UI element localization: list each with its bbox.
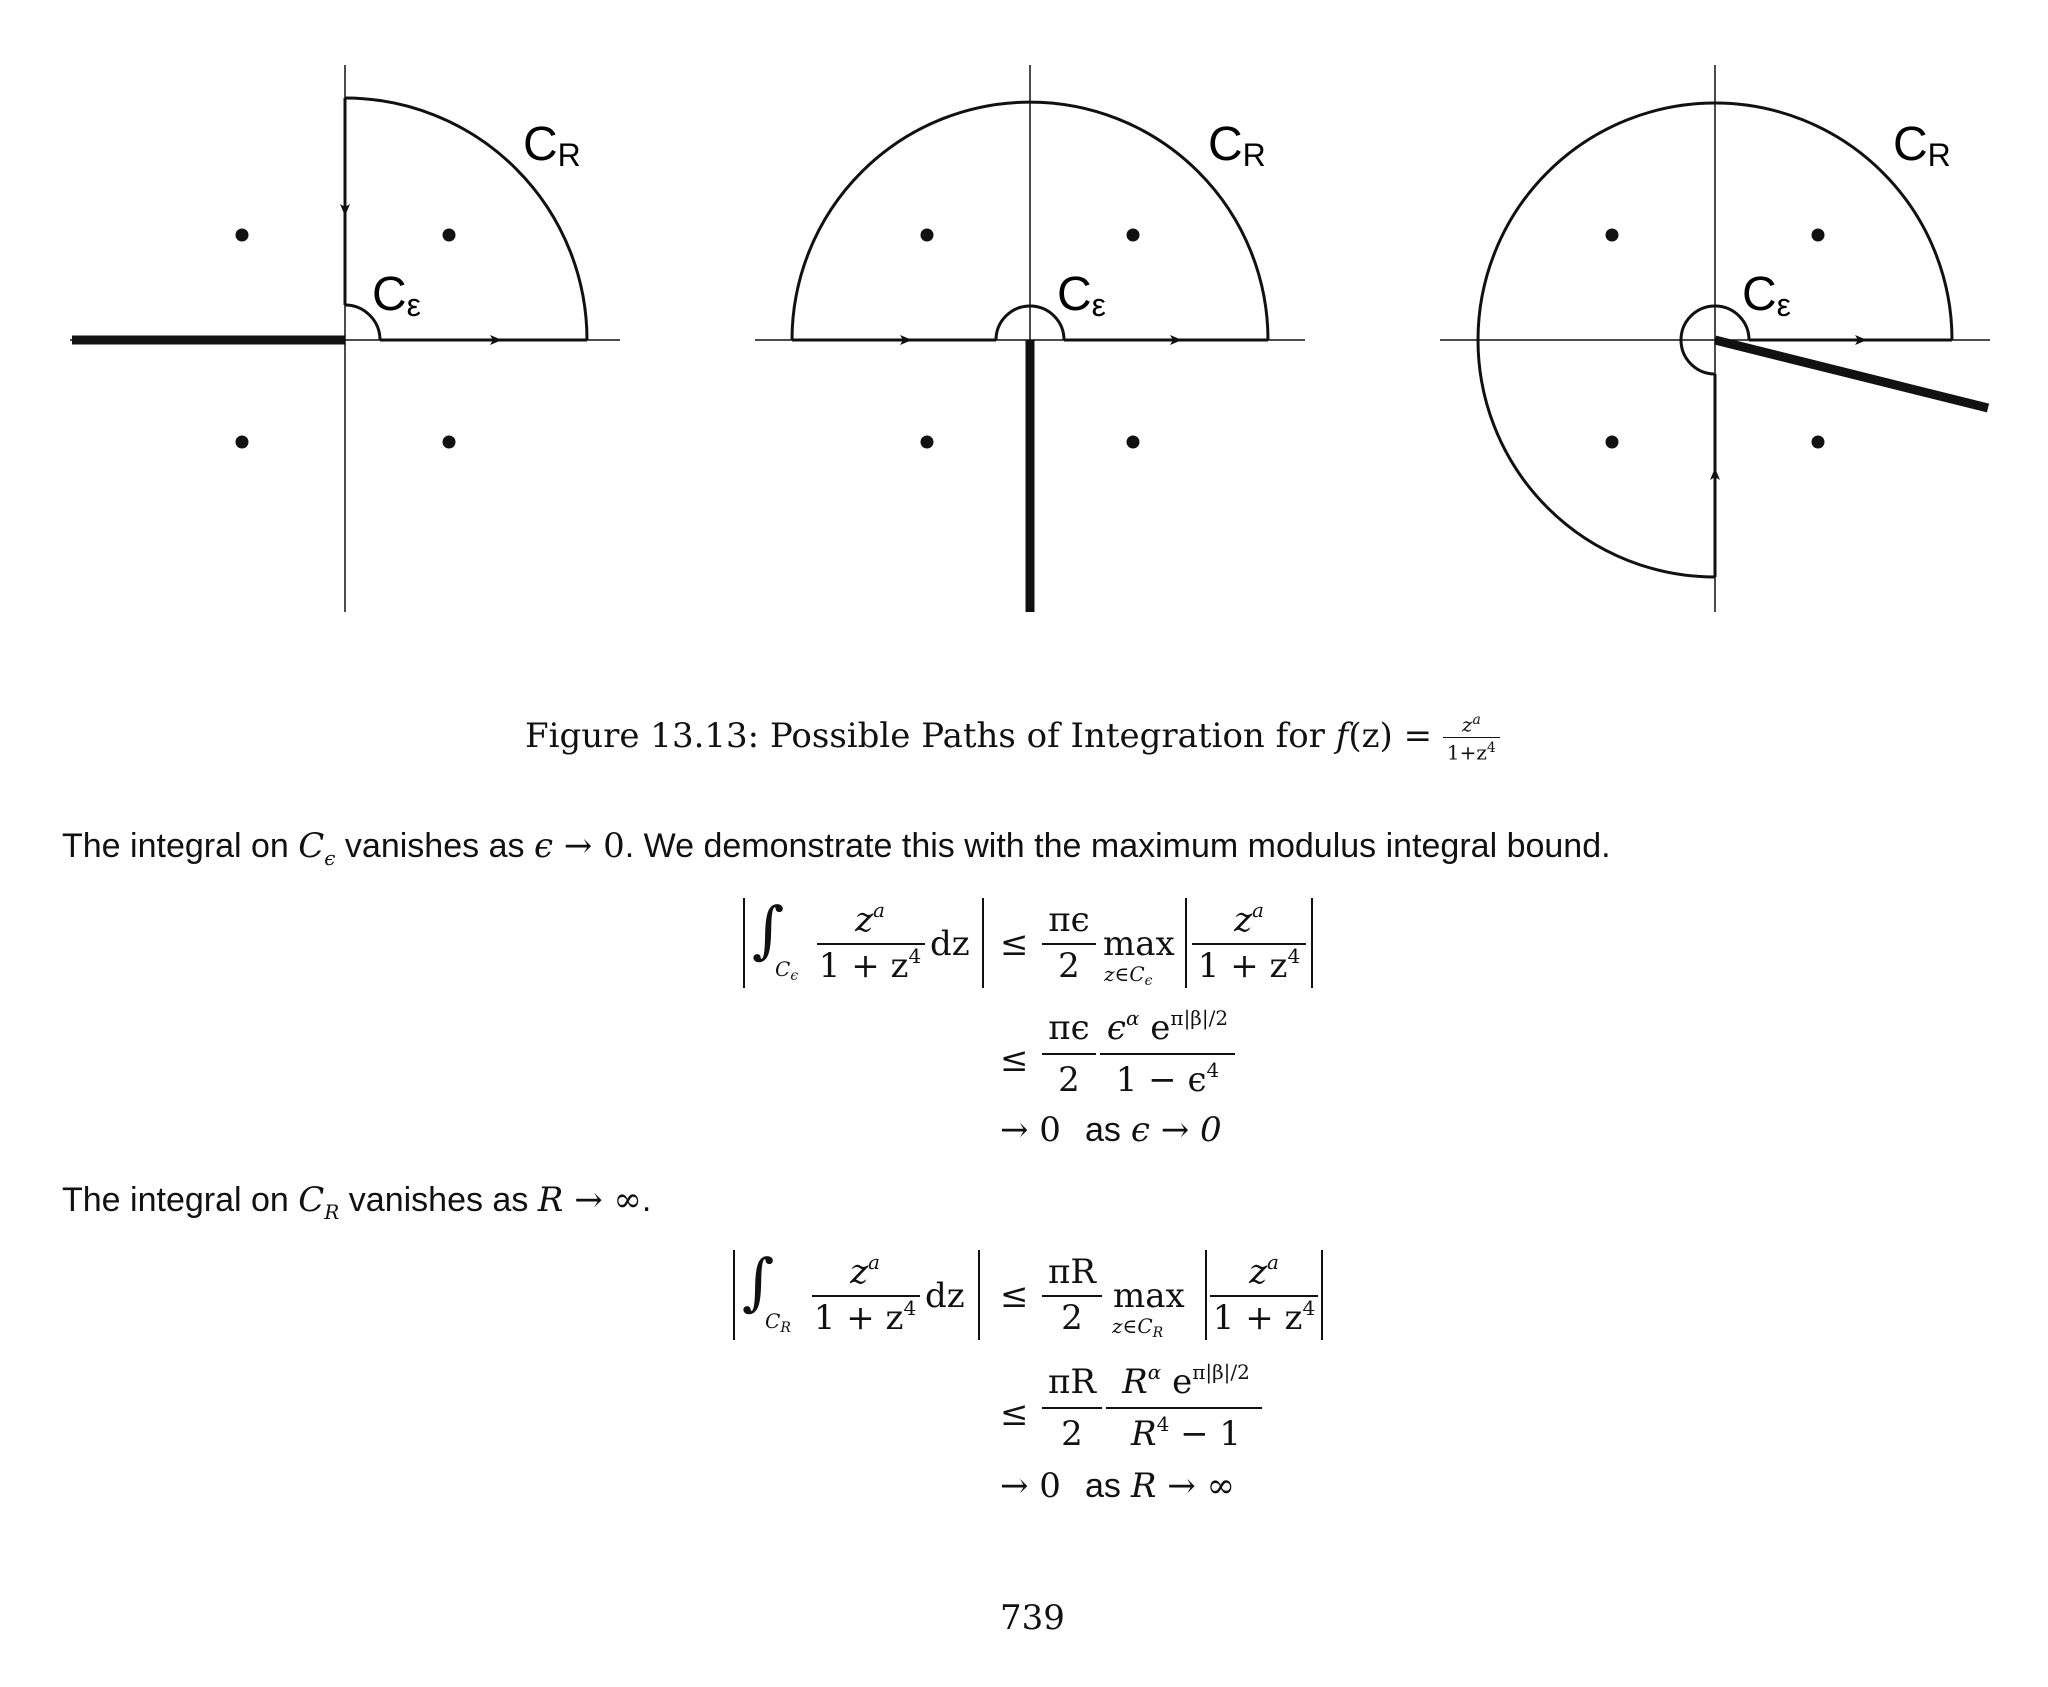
panel-three-quarter-contour [1440, 65, 1990, 612]
le-symbol: ≤ [1000, 1040, 1029, 1080]
integral-sign: ∫ [742, 1245, 775, 1318]
label-cr: CR [1208, 118, 1266, 173]
abs-bar [1185, 898, 1187, 988]
abs-bar [978, 1250, 980, 1340]
pole [236, 229, 249, 242]
limit-line: → 0 as R → ∞ [1000, 1466, 1235, 1506]
pole [443, 436, 456, 449]
abs-bar [1311, 898, 1313, 988]
panel-quarter-contour [70, 65, 620, 612]
growth-numerator: $\epsilon^\alpha$ $e^{\pi|\beta|/2}$ [1106, 1006, 1229, 1048]
abs-bar [733, 1250, 735, 1340]
abs-numerator: $z^a$ [1234, 898, 1264, 940]
abs-bar [982, 898, 984, 988]
max-subscript: $z\in C_\epsilon$ [1104, 962, 1153, 989]
page-number: 739 [1000, 1598, 1065, 1638]
growth-numerator: $R^\alpha$ $e^{\pi|\beta|/2}$ [1122, 1360, 1250, 1402]
label-ce: Cε [1742, 268, 1791, 323]
label-ce: Cε [1057, 268, 1106, 323]
max-subscript: $z\in C_R$ [1112, 1314, 1164, 1341]
differential: dz [930, 924, 970, 964]
label-ce: Cε [372, 268, 421, 323]
pole [1606, 229, 1619, 242]
pole [1127, 436, 1140, 449]
figure-caption: Figure 13.13: Possible Paths of Integration for f(z) = $\frac{z^a}{1+z^4}$ [525, 712, 1500, 764]
paragraph-2: The integral on $C_R$ vanishes as R → ∞. [62, 1180, 652, 1224]
label-cr: CR [1893, 118, 1951, 173]
growth-denominator: $1 - \epsilon^4$ [1115, 1058, 1220, 1100]
abs-bar [743, 898, 745, 988]
fraction-bar [1106, 1407, 1262, 1409]
pole [1606, 436, 1619, 449]
bound-numerator: πϵ [1048, 1008, 1090, 1048]
bound-denominator: 2 [1061, 1298, 1083, 1338]
le-symbol: ≤ [1000, 1276, 1029, 1316]
differential: dz [925, 1276, 965, 1316]
bound-numerator: πϵ [1048, 900, 1090, 940]
integral-sign: ∫ [752, 893, 785, 966]
bound-denominator: 2 [1058, 1060, 1080, 1100]
fraction-bar [1042, 1407, 1102, 1409]
branch-cut [1715, 340, 1988, 408]
integral-subscript: $C_\epsilon$ [775, 957, 799, 984]
abs-denominator: $1 + z^4$ [1212, 1296, 1316, 1338]
limit-line: → 0 as ϵ → 0 [1000, 1110, 1222, 1150]
abs-bar [1321, 1250, 1323, 1340]
fraction-bar [1042, 1295, 1102, 1297]
abs-bar [1205, 1250, 1207, 1340]
panel-half-contour [755, 65, 1305, 612]
integrand-numerator: $z^a$ [850, 1250, 880, 1292]
contour-figure [0, 0, 2048, 640]
label-cr: CR [523, 118, 581, 173]
integrand-denominator: $1 + z^4$ [813, 1296, 917, 1338]
pole [921, 436, 934, 449]
abs-numerator: $z^a$ [1249, 1250, 1279, 1292]
fraction-bar [1100, 1053, 1235, 1055]
max-operator: max [1103, 924, 1175, 964]
bound-numerator: πR [1048, 1362, 1096, 1402]
pole [443, 229, 456, 242]
pole [1127, 229, 1140, 242]
bound-numerator: πR [1048, 1252, 1096, 1292]
pole [921, 229, 934, 242]
integrand-denominator: $1 + z^4$ [818, 944, 922, 986]
le-symbol: ≤ [1000, 1394, 1029, 1434]
paragraph-1: The integral on $C_\epsilon$ vanishes as ϵ → 0. We demonstrate this with the maximum modulus integral bound. [62, 826, 1611, 870]
max-operator: max [1113, 1276, 1185, 1316]
bound-denominator: 2 [1061, 1414, 1083, 1454]
pole [1812, 229, 1825, 242]
integral-subscript: $C_R$ [765, 1309, 791, 1336]
abs-denominator: $1 + z^4$ [1197, 944, 1301, 986]
le-symbol: ≤ [1000, 924, 1029, 964]
bound-denominator: 2 [1058, 946, 1080, 986]
fraction-bar [1042, 1053, 1096, 1055]
integrand-numerator: $z^a$ [855, 898, 885, 940]
growth-denominator: $R^4 - 1$ [1130, 1412, 1242, 1454]
fraction-bar [1042, 943, 1096, 945]
pole [236, 436, 249, 449]
pole [1812, 436, 1825, 449]
